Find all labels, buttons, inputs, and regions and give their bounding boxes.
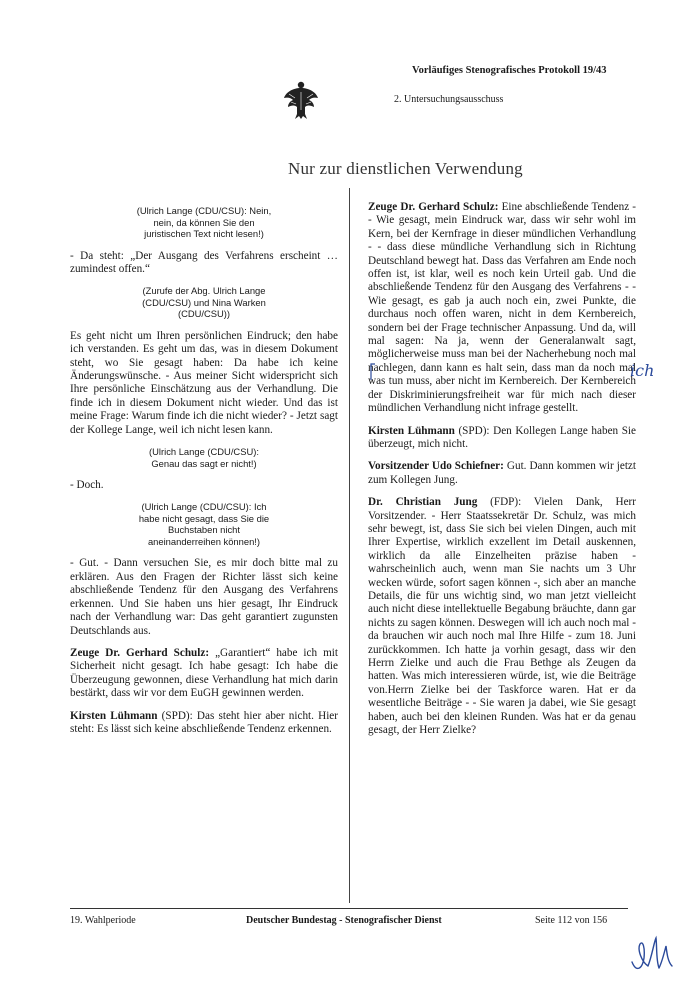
column-divider: [349, 188, 350, 903]
committee-name: 2. Untersuchungsausschuss: [394, 94, 504, 105]
speaker-party: (SPD):: [458, 424, 490, 437]
footer-period: 19. Wahlperiode: [70, 915, 136, 926]
speech: [70, 647, 338, 701]
interjection: (Ulrich Lange (CDU/CSU): Nein, nein, da können Sie den juristischen Text nicht lesen!): [136, 205, 272, 239]
protocol-title: Vorläufiges Stenografisches Protokoll 19/43: [412, 65, 607, 76]
speaker-name: Kirsten Lühmann: [70, 709, 158, 722]
speaker-name: Vorsitzender Udo Schiefner:: [368, 460, 504, 473]
speech-text: „Garantiert“ habe ich mit Sicherheit nicht gesagt. Ich habe gesagt: Ich habe die Überzeugung gewonnen, diese Verhandlung hat mich darin bestärkt, dass wir vor dem EuGH gewinnen werden.: [70, 646, 339, 700]
speaker-party: (FDP):: [490, 496, 522, 509]
interjection: (Zurufe der Abg. Ulrich Lange (CDU/CSU) und Nina Warken (CDU/CSU)): [142, 285, 266, 320]
speaker-party: (SPD):: [161, 709, 193, 722]
paragraph: - Gut. - Dann versuchen Sie, es mir doch bitte mal zu erklären. Aus den Fragen der Richter lässt sich keine abschließende Tendenz für den Ausgang des Verfahrens erkennen. Und Sie haben uns hier gesagt, Ihr Eindruck nach der Verhandlung war: Das geht garantiert zugunsten Deutschlands aus.: [70, 557, 338, 637]
handwritten-margin-note: ich: [630, 361, 655, 380]
speaker-name: Zeuge Dr. Gerhard Schulz:: [70, 646, 210, 659]
bundestag-eagle-icon: [283, 80, 319, 120]
speaker-name: Dr. Christian Jung: [368, 496, 478, 509]
footer-rule: [70, 908, 628, 909]
right-column: [368, 201, 636, 746]
speech-text: Den Kollegen Lange haben Sie überzeugt, mich nicht.: [368, 424, 637, 450]
speech: [70, 710, 338, 737]
speech-text: Vielen Dank, Herr Vorsitzender. - Herr Staatssekretär Dr. Schulz, was mich sehr bewegt, ist, dass Sie sich bei vielen Dingen, auch mit Ihrer Expertise, wirklich exzellent im Detail auskennen, wirklich da alle Einzelheiten präzise haben - wahrscheinlich auch, wenn man Sie nachts um 3 Uhr wecken würde, sofort sagen können -, sich aber an manche Details, die für uns wichtig sind, wo man jetzt vielleicht auch nicht diese intellektuelle Begabung bräuchte, dann gar nichts zu sagen können. Deswegen will ich auch noch mal - da brauchen wir auch noch mal Ihre Hilfe - zum 18. Juni zurückkommen. Ich hatte ja vorhin gesagt, dass wir den Herrn Zielke und auch die Frau Bethge als Zeugen da hatten. Was mich interessieren würde, ist, wie die Beiträge von.Herrn Zielke bei der Taskforce waren. Hat er da wesentliche Beiträge - - Sie waren ja dabei, wie Sie gesagt haben, auch bei den kleinen Runden. Was hat er da genau gesagt, der Herr Zielke?: [368, 496, 636, 737]
speaker-name: Kirsten Lühmann: [368, 424, 455, 437]
handwritten-initials-signature: [626, 932, 676, 972]
speech: [368, 496, 636, 737]
speech: [368, 425, 636, 452]
footer-page-number: Seite 112 von 156: [535, 915, 608, 926]
speech-text: Gut. Dann kommen wir jetzt zum Kollegen Jung.: [368, 460, 637, 486]
speaker-name: Zeuge Dr. Gerhard Schulz:: [368, 201, 499, 213]
paragraph: - Doch.: [70, 479, 104, 492]
confidentiality-banner: Nur zur dienstlichen Verwendung: [288, 159, 523, 178]
speech-text: Das steht hier aber nicht. Hier steht: Es lässt sich keine abschließende Tendenz erkennen.: [70, 709, 338, 735]
left-column: [70, 205, 338, 745]
speech-text: Eine abschließende Tendenz - - Wie gesagt, mein Eindruck war, dass wir sehr wohl im Kern, bei der Kernfrage in dieser mündlichen Verhandlung - - dass diese mündliche Verhandlung sich in Richtung Deutschland bewegt hat. Dass das Verfahren am Ende noch offen ist, ist klar, weil es noch kein Urteil gab. Und die abschließende Tendenz für den Ausgang des Verfahrens - - Wie gesagt, es gab ja auch noch ein, zwei Punkte, die durchaus noch offen waren, nicht in dem Kernbereich, sondern bei der Frage technischer Anpassung. Und da, will mal sagen: Na ja, wenn der Generalanwalt sagt, möglicherweise muss man bei der Nacherhebung noch mal nachlegen, dann kann es halt sein, dass man da noch mal was tun muss, aber nicht im Kernbereich. Der Kernbereich der Diskriminierungsfreiheit war für mich nach dieser mündlichen Verhandlung nicht infrage gestellt.: [368, 201, 637, 415]
paragraph: - Da steht: „Der Ausgang des Verfahrens erscheint … zumindest offen.“: [70, 249, 338, 275]
speech: [368, 201, 636, 416]
paragraph: Es geht nicht um Ihren persönlichen Eindruck; den habe ich verstanden. Es geht um das, was in diesem Dokument steht, wo Sie gesagt haben: Da habe ich keine Änderungswünsche. - Aus meiner Sicht widerspricht sich Ihre persönliche Einschätzung aus der Verhandlung. Die finde ich in diesem Dokument nicht wieder. Und das ist meine Frage: Warum finde ich die nicht wieder? - Jetzt sagt der Kollege Lange, weil ich nicht lesen kann.: [70, 329, 338, 436]
speech: [368, 460, 636, 487]
interjection: (Ulrich Lange (CDU/CSU): Genau das sagt er nicht!): [149, 446, 259, 469]
handwritten-bracket-mark: [370, 363, 376, 381]
interjection: (Ulrich Lange (CDU/CSU): Ich habe nicht gesagt, dass Sie die Buchstaben nicht aneinanderreihen können!): [138, 501, 270, 547]
footer-service: Deutscher Bundestag - Stenografischer Dienst: [246, 915, 442, 926]
